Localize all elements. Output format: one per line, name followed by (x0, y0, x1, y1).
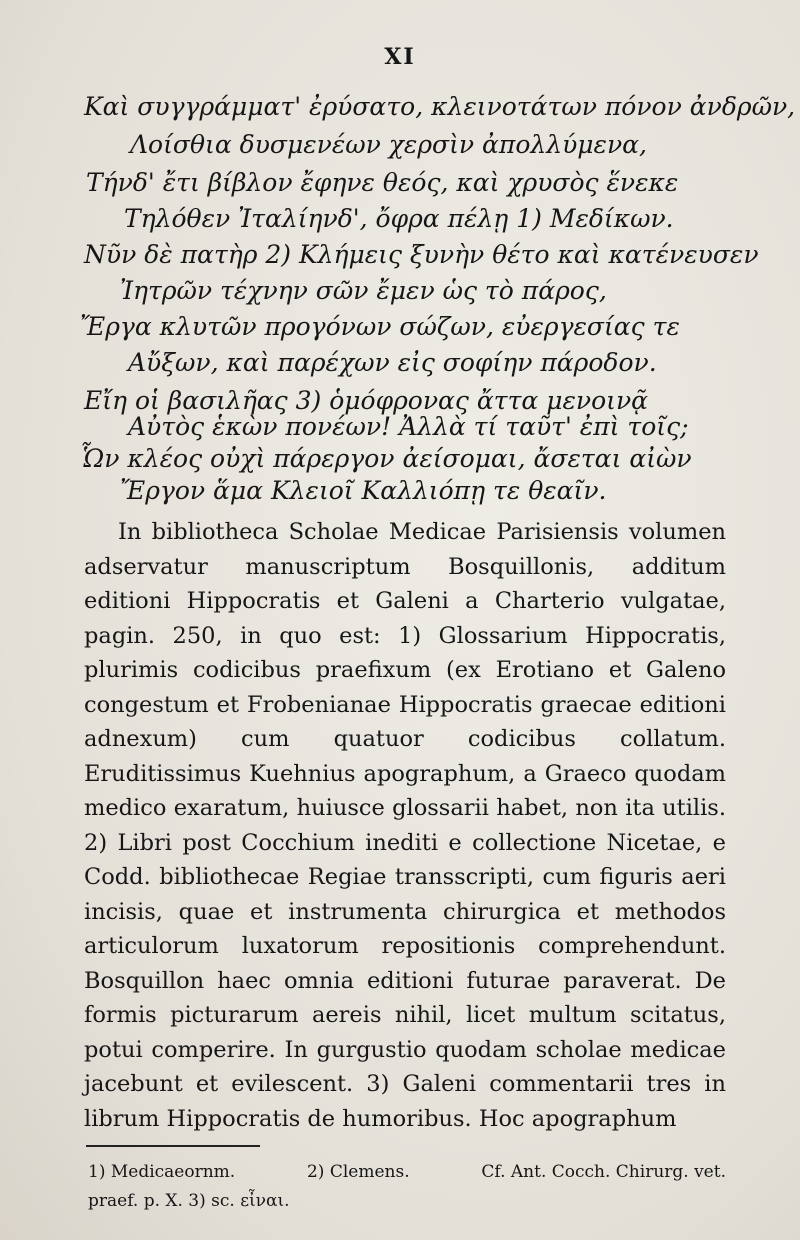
poem-line-7: Ἔργα κλυτῶν προγόνων σώζων, εὐεργεσίας τε (80, 312, 680, 341)
poem-line-2: Λοίσθια δυσμενέων χερσὶν ἀπολλύμενα, (130, 130, 647, 159)
poem-line-1: Καὶ συγγράμματ' ἐρύσατο, κλεινοτάτων πόνον ἀνδρῶν, (84, 92, 796, 121)
page-number: XI (384, 44, 416, 70)
poem-line-10: Αὐτὸς ἑκὼν πονέων! Ἀλλὰ τί ταῦτ' ἐπὶ τοῖς; (128, 412, 689, 441)
footnote-rule (86, 1145, 260, 1147)
footnote-2-reference: Cf. Ant. Cocch. Chirurg. vet. (481, 1162, 726, 1182)
footnote-line-2: praef. p. X. 3) sc. εἶναι. (88, 1191, 290, 1211)
footnote-2: 2) Clemens. (306, 1162, 410, 1182)
footnote-line-1 (88, 1158, 726, 1187)
poem-line-8: Αὔξων, καὶ παρέχων εἰς σοφίην πάροδον. (128, 348, 657, 377)
body-paragraph (84, 515, 726, 1136)
poem-line-11: Ὧν κλέος οὐχὶ πάρεργον ἀείσομαι, ἄσεται αἰὼν (80, 444, 692, 473)
poem-line-4: Τηλόθεν Ἰταλίηνδ', ὄφρα πέλῃ 1) Μεδίκων. (124, 204, 674, 233)
poem-line-5: Νῦν δὲ πατὴρ 2) Κλήμεις ξυνὴν θέτο καὶ κατένευσεν (84, 240, 759, 269)
poem-line-3: Τήνδ' ἔτι βίβλον ἔφηνε θεός, καὶ χρυσὸς ἕνεκε (86, 168, 679, 197)
footnote-1: 1) Medicaeornm. (88, 1162, 236, 1182)
body-text: In bibliotheca Scholae Medicae Parisiensis volumen adservatur manuscriptum Bosquillonis, additum editioni Hippocratis et Galeni a Charterio vulgatae, pagin. 250, in quo est: 1) Glossarium Hippocratis, plurimis codicibus praefixum (ex Erotiano et Galeno congestum et Frobenianae Hippocratis graecae editioni adnexum) cum quatuor codicibus collatum. Eruditissimus Kuehnius apographum, a Graeco quodam medico exaratum, huiusce glossarii habet, non ita utilis. 2) Libri post Cocchium inediti e collectione Nicetae, e Codd. bibliothecae Regiae transscripti, cum figuris aeri incisis, quae et instrumenta chirurgica et methodos articulorum luxatorum repositionis comprehendunt. Bosquillon haec omnia editioni futurae paraverat. De formis picturarum aereis nihil, licet multum scitatus, potui comperire. In gurgustio quodam scholae medicae jacebunt et evilescent. 3) Galeni commentarii tres in librum Hippocratis de humoribus. Hoc apographum (84, 519, 726, 1132)
poem-line-12: Ἔργον ἅμα Κλειοῖ Καλλιόπῃ τε θεαῖν. (120, 476, 607, 505)
footnotes (88, 1158, 730, 1216)
poem-line-6: Ἰητρῶν τέχνην σῶν ἔμεν ὡς τὸ πάρος, (120, 276, 607, 305)
poem-line-9: Εἴη οἱ βασιλῆας 3) ὁμόφρονας ἄττα μενοινᾷ (84, 386, 649, 415)
